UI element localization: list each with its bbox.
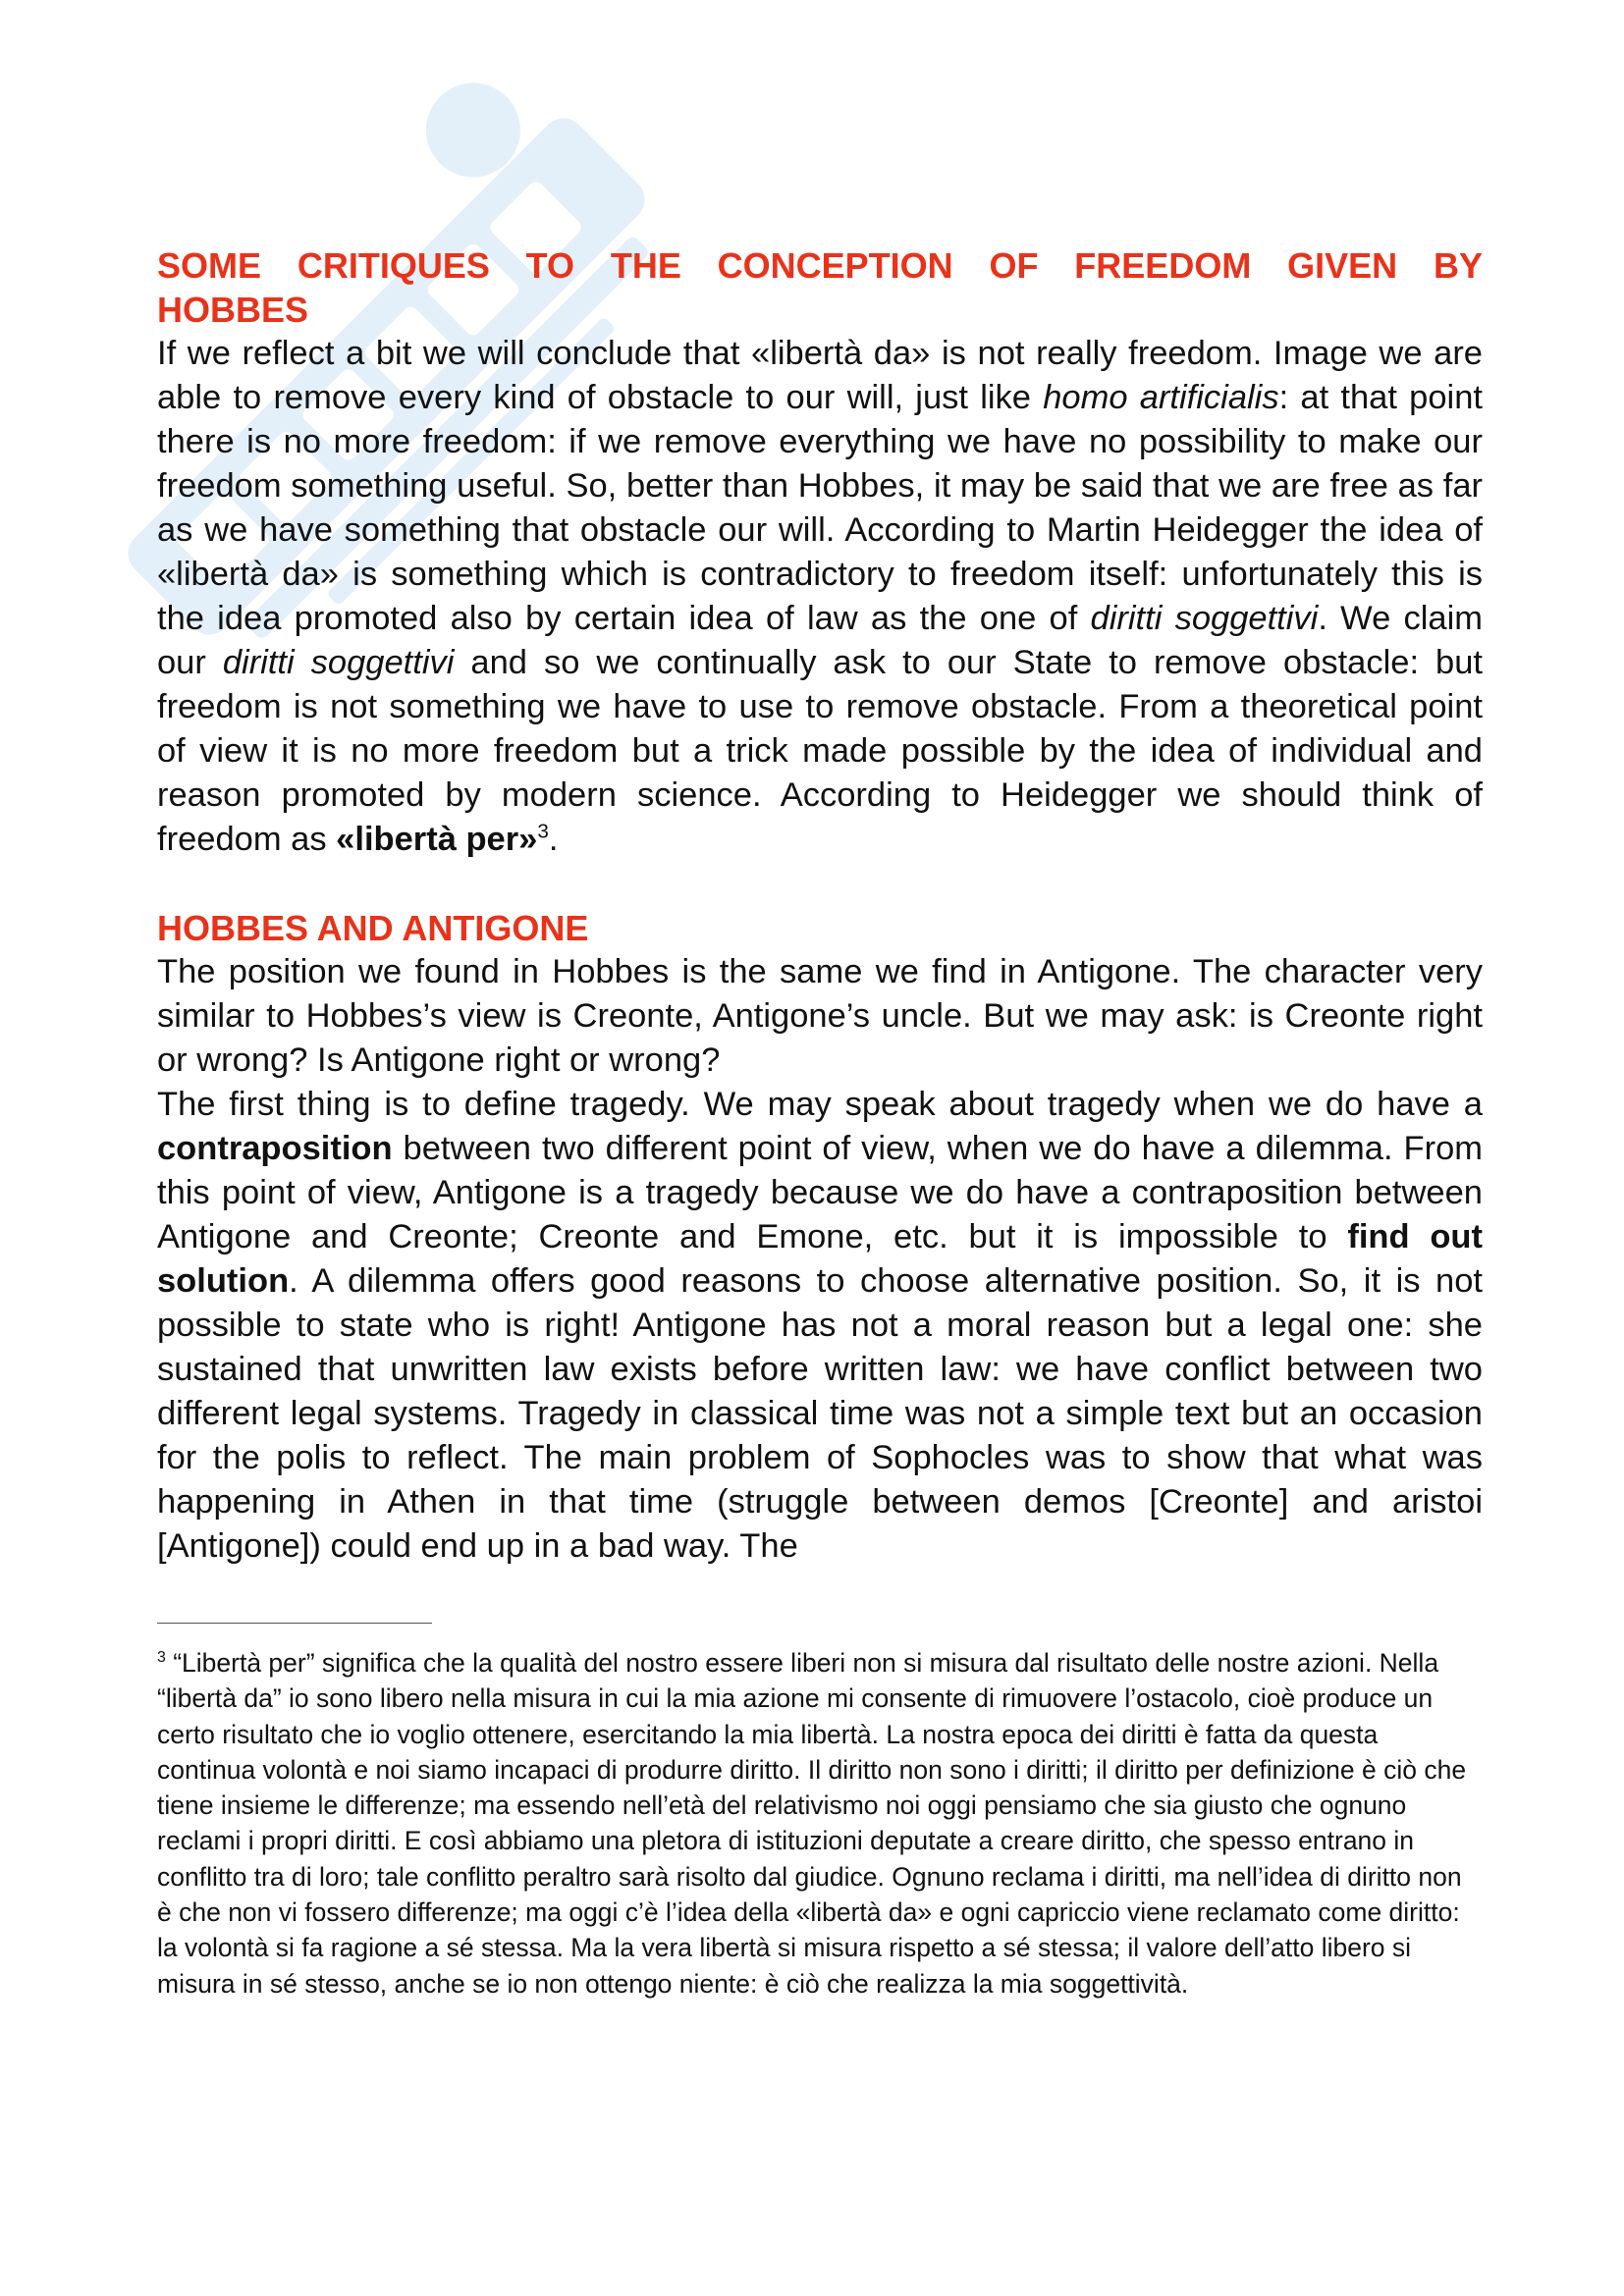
footnote-divider <box>157 1623 432 1624</box>
footnote-3: $^3$ “Libertà per” significa che la qualità del nostro essere liberi non si misura dal risultato delle nostre azioni. Nella “libertà da” io sono libero nella misura in cui la mia azione mi consente di rimuovere l’ostacolo, cioè produce un certo risultato che io voglio ottenere, esercitando la mia libertà. La nostra epoca dei diritti è fatta da questa continua volontà e noi siamo incapaci di produrre diritto. Il diritto non sono i diritti; il diritto per definizione è ciò che tiene insieme le differenze; ma essendo nell’età del relativismo noi oggi pensiamo che sia giusto che ognuno reclami i propri diritti. E così abbiamo una pletora di istituzioni deputate a creare diritto, che spesso entrano in conflitto tra di loro; tale conflitto peraltro sarà risolto dal giudice. Ognuno reclama i diritti, ma nell’idea di diritto non è che non vi fossero differenze; ma oggi c’è l’idea della «libertà da» e ogni capriccio viene reclamato come diritto: la volontà si fa ragione a sé stessa. Ma la vera libertà si misura rispetto a sé stessa; il valore dell’atto libero si misura in sé stesso, anche se io non ottengo niente: è ciò che realizza la mia soggettività. <box>157 1648 1467 1999</box>
document-page <box>157 243 1483 2027</box>
footnote-reference[interactable]: 3 <box>537 820 549 843</box>
footnote-number: 3 <box>157 1649 166 1667</box>
section-hobbes-antigone <box>157 906 1483 1569</box>
paragraph-tragedy: The first thing is to define tragedy. We may speak about tragedy when we do have a contraposition between two different point of view, when we do have a dilemma. From this point of view, Antigone is a tragedy because we do have a contraposition between Antigone and Creonte; Creonte and Emone, etc. but it is impossible to find out solution. A dilemma offers good reasons to choose alternative position. So, it is not possible to state who is right! Antigone has not a moral reason but a legal one: she sustained that unwritten law exists before written law: we have conflict between two different legal systems. Tragedy in classical time was not a simple text but an occasion for the polis to reflect. The main problem of Sophocles was to show that what was happening in Athen in that time (struggle between demos [Creonte] and aristoi [Antigone]) could end up in a bad way. The <box>157 1086 1483 1565</box>
paragraph-critiques: If we reflect a bit we will conclude that «libertà da» is not really freedom. Image we are able to remove every kind of obstacle to our will, just like homo artificialis: at that point there is no more freedom: if we remove everything we have no possibility to make our freedom something useful. So, better than Hobbes, it may be said that we are free as far as we have something that obstacle our will. According to Martin Heidegger the idea of «libertà da» is something which is contradictory to freedom itself: unfortunately this is the idea promoted also by certain idea of law as the one of diritti soggettivi. We claim our diritti soggettivi and so we continually ask to our State to remove obstacle: but freedom is not something we have to use to remove obstacle. From a theoretical point of view it is no more freedom but a trick made possible by the idea of individual and reason promoted by modern science. According to Heidegger we should think of freedom as «libertà per»$^3$. <box>157 335 1483 858</box>
section-gap <box>157 862 1483 906</box>
section-heading-critiques: SOME CRITIQUES TO THE CONCEPTION OF FREEDOM GIVEN BY HOBBES <box>157 245 1483 330</box>
section-critiques <box>157 243 1483 862</box>
paragraph-position: The position we found in Hobbes is the same we find in Antigone. The character very similar to Hobbes’s view is Creonte, Antigone’s uncle. But we may ask: is Creonte right or wrong? Is Antigone right or wrong? <box>157 953 1483 1079</box>
section-heading-hobbes-antigone: HOBBES AND ANTIGONE <box>157 908 589 948</box>
